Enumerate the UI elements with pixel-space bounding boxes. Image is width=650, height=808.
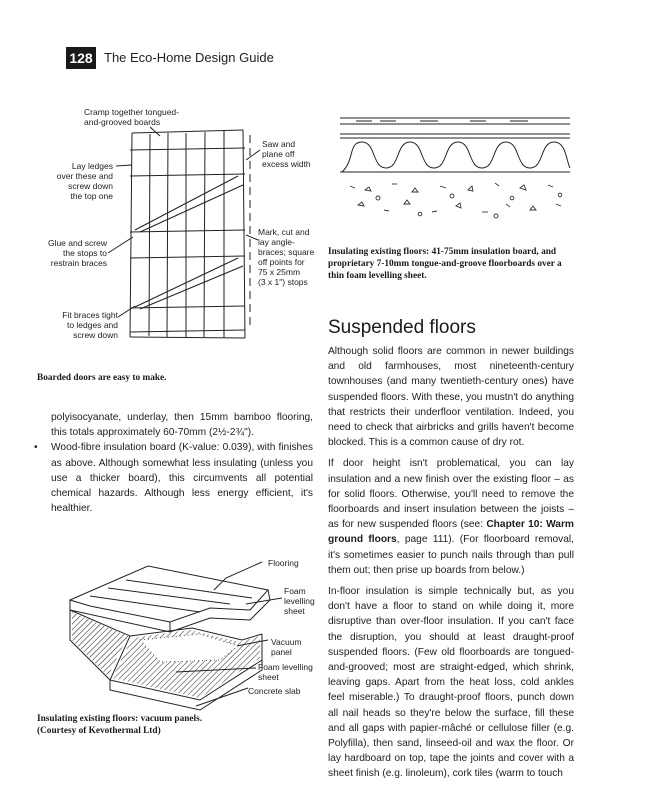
- panel-caption: Insulating existing floors: vacuum panels. (Courtesy of Kevothermal Ltd): [37, 714, 203, 736]
- label-glue: Glue and screw the stops to restrain braces: [47, 238, 107, 268]
- running-title: The Eco-Home Design Guide: [104, 50, 274, 65]
- section-heading: Suspended floors: [328, 317, 476, 338]
- label-foam-levelling-sheet-lower: Foam levelling sheet: [258, 662, 313, 682]
- door-caption: Boarded doors are easy to make.: [37, 373, 167, 383]
- right-para-2: If door height isn't problematical, you can lay insulation and a new finish over the existing floor – as for solid floors. Otherwise, you'll need to remove the floorboards and insert insulation between the joists – as for new suspended floors (see: Chapter 10: Warm ground floors, page 111). (For floorboard removal, it's sometimes easier to punch nails through than pull them out; then prise up boards from below.): [328, 458, 574, 576]
- label-saw: Saw and plane off excess width: [262, 139, 311, 169]
- page-number: 128: [66, 47, 96, 69]
- right-para-3: In-floor insulation is simple technically but, as you don't have a floor to stand on while doing it, more disruptive than over-floor insulation. If you can't face the disruption, you should at least draught-proof suspended floors. (Few old floorboards are tongued-and-grooved; most are straight-edged, which shrink, leaving gaps. Apart from the heat loss, cold ankles feel miserable.) To draught-proof floors, punch down all nail heads so they're below the surface, fill these and all gaps with papier-mâché or cellulose filler (e.g. Polyfilla), then sand, linseed-oil and wax the floor. Or lay hardboard on top, tape the joints and cover with a sheet finish (e.g. linoleum), cork tiles (warm to touch: [328, 586, 574, 780]
- right-para-1: Although solid floors are common in newer buildings and old farmhouses, most nineteenth-century townhouses (and many twentieth-century ones) have suspended floors. With these, you mustn't do anything that restricts their underfloor ventilation. Indeed, you need to check that airbricks and grills haven't become blocked. This is a common cause of dry rot.: [328, 346, 574, 449]
- label-cramp: Cramp together tongued- and-grooved boards: [84, 107, 179, 127]
- label-lay-ledges: Lay ledges over these and screw down the top one: [56, 161, 113, 201]
- label-foam-levelling-sheet: Foam levelling sheet: [284, 586, 315, 616]
- label-flooring: Flooring: [268, 558, 299, 568]
- label-vacuum-panel: Vacuum panel: [271, 637, 302, 657]
- floor-caption: Insulating existing floors: 41-75mm insulation board, and proprietary 7-10mm tongue-and-groove floorboards over a thin foam levelling sheet.: [328, 247, 562, 281]
- label-mark: Mark, cut and lay angle- braces; square off points for 75 x 25mm (3 x 1") stops: [258, 227, 315, 287]
- bullet-wood-fibre: • Wood-fibre insulation board (K-value: 0.039), with finishes as above. Although somewhat less insulating (unless you use a thicker board), this circumvents all potential chemical hazards. Although less energy efficient, it's healthier.: [34, 440, 313, 516]
- chapter-reference: Chapter 10: Warm ground floors: [328, 519, 574, 546]
- label-concrete-slab: Concrete slab: [248, 686, 301, 696]
- left-para-1: polyisocyanate, underlay, then 15mm bamboo flooring, this totals approximately 60-70mm (2½-2¾").: [51, 412, 313, 439]
- label-fit: Fit braces tight to ledges and screw down: [62, 310, 118, 340]
